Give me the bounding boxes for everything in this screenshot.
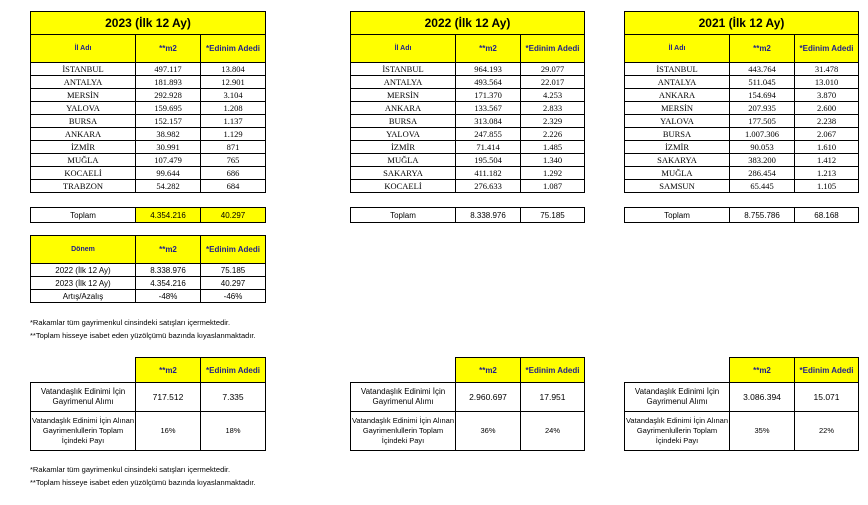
total-2023 [30,207,266,223]
col-count: *Edinim Adedi [795,35,859,63]
table-title: 2023 (İlk 12 Ay) [31,12,266,35]
footnote: *Rakamlar tüm gayrimenkul cinsindeki satışları içermektedir. [30,465,231,474]
table-row: TRABZON 54.282 684 [31,180,266,193]
footnote: **Toplam hisseye isabet eden yüzölçümü bazında kıyaslanmaktadır. [30,478,256,487]
col-count: *Edinim Adedi [521,35,585,63]
footnote: *Rakamlar tüm gayrimenkul cinsindeki satışları içermektedir. [30,318,231,327]
table-row: MERSİN 207.935 2.600 [625,102,859,115]
total-label: Toplam [351,208,456,223]
col-city: İl Adı [351,35,456,63]
table-row: Vatandaşlık Edinimi İçin Gayrimenul Alımı 717.512 7.335 [31,383,266,412]
col-m2: **m2 [456,358,521,383]
table-row: YALOVA 247.855 2.226 [351,128,585,141]
table-title: 2022 (İlk 12 Ay) [351,12,585,35]
table-2022 [350,11,585,193]
table-2023 [30,11,266,193]
col-m2: **m2 [136,35,201,63]
table-row: ANKARA 154.694 3.870 [625,89,859,102]
table-row: YALOVA 177.505 2.238 [625,115,859,128]
table-row: MERSİN 171.370 4.253 [351,89,585,102]
table-row: MERSİN 292.928 3.104 [31,89,266,102]
col-period: Dönem [31,236,136,264]
table-row: İSTANBUL 964.193 29.077 [351,63,585,76]
table-row: BURSA 313.084 2.329 [351,115,585,128]
footnote: **Toplam hisseye isabet eden yüzölçümü bazında kıyaslanmaktadır. [30,331,256,340]
table-row: ANTALYA 511.045 13.010 [625,76,859,89]
citizenship-table-2021 [624,357,859,451]
col-city: İl Adı [625,35,730,63]
table-2021 [624,11,859,193]
table-row: YALOVA 159.695 1.208 [31,102,266,115]
table-row: 2023 (İlk 12 Ay) 4.354.216 40.297 [31,277,266,290]
col-count: *Edinim Adedi [521,358,585,383]
table-row: BURSA 152.157 1.137 [31,115,266,128]
col-m2: **m2 [136,236,201,264]
total-count: 68.168 [795,208,859,223]
total-count: 40.297 [201,208,266,223]
col-m2: **m2 [136,358,201,383]
table-row: İSTANBUL 443.764 31.478 [625,63,859,76]
table-row: MUĞLA 107.479 765 [31,154,266,167]
total-2022 [350,207,585,223]
total-m2: 4.354.216 [136,208,201,223]
table-row: BURSA 1.007.306 2.067 [625,128,859,141]
table-row: ANKARA 133.567 2.833 [351,102,585,115]
table-row: ANKARA 38.982 1.129 [31,128,266,141]
table-row: SAMSUN 65.445 1.105 [625,180,859,193]
table-row: Vatandaşlık Edinimi İçin Alınan Gayrimenlullerin Toplam İçindeki Payı 36% 24% [351,412,585,451]
citizenship-table-2022 [350,357,585,451]
table-row: ANTALYA 181.893 12.901 [31,76,266,89]
citizenship-table-2023 [30,357,266,451]
total-m2: 8.755.786 [730,208,795,223]
table-row: İZMİR 71.414 1.485 [351,141,585,154]
col-count: *Edinim Adedi [795,358,859,383]
col-count: *Edinim Adedi [201,35,266,63]
table-row: Artış/Azalış -48% -46% [31,290,266,303]
total-2021 [624,207,859,223]
col-city: İl Adı [31,35,136,63]
table-row: SAKARYA 411.182 1.292 [351,167,585,180]
table-row: ANTALYA 493.564 22.017 [351,76,585,89]
period-table [30,235,266,303]
col-count: *Edinim Adedi [201,236,266,264]
total-m2: 8.338.976 [456,208,521,223]
table-row: İSTANBUL 497.117 13.804 [31,63,266,76]
col-count: *Edinim Adedi [201,358,266,383]
table-row: İZMİR 30.991 871 [31,141,266,154]
col-m2: **m2 [456,35,521,63]
table-row: MUĞLA 195.504 1.340 [351,154,585,167]
total-count: 75.185 [521,208,585,223]
table-row: KOCAELİ 99.644 686 [31,167,266,180]
table-row: İZMİR 90.053 1.610 [625,141,859,154]
table-row: Vatandaşlık Edinimi İçin Gayrimenul Alımı 2.960.697 17.951 [351,383,585,412]
table-row: MUĞLA 286.454 1.213 [625,167,859,180]
table-row: Vatandaşlık Edinimi İçin Gayrimenul Alımı 3.086.394 15.071 [625,383,859,412]
table-row: 2022 (İlk 12 Ay) 8.338.976 75.185 [31,264,266,277]
table-row: KOCAELİ 276.633 1.087 [351,180,585,193]
col-m2: **m2 [730,35,795,63]
table-row: SAKARYA 383.200 1.412 [625,154,859,167]
table-row: Vatandaşlık Edinimi İçin Alınan Gayrimenlullerin Toplam İçindeki Payı 16% 18% [31,412,266,451]
table-row: Vatandaşlık Edinimi İçin Alınan Gayrimenlullerin Toplam İçindeki Payı 35% 22% [625,412,859,451]
col-m2: **m2 [730,358,795,383]
table-title: 2021 (İlk 12 Ay) [625,12,859,35]
total-label: Toplam [625,208,730,223]
total-label: Toplam [31,208,136,223]
